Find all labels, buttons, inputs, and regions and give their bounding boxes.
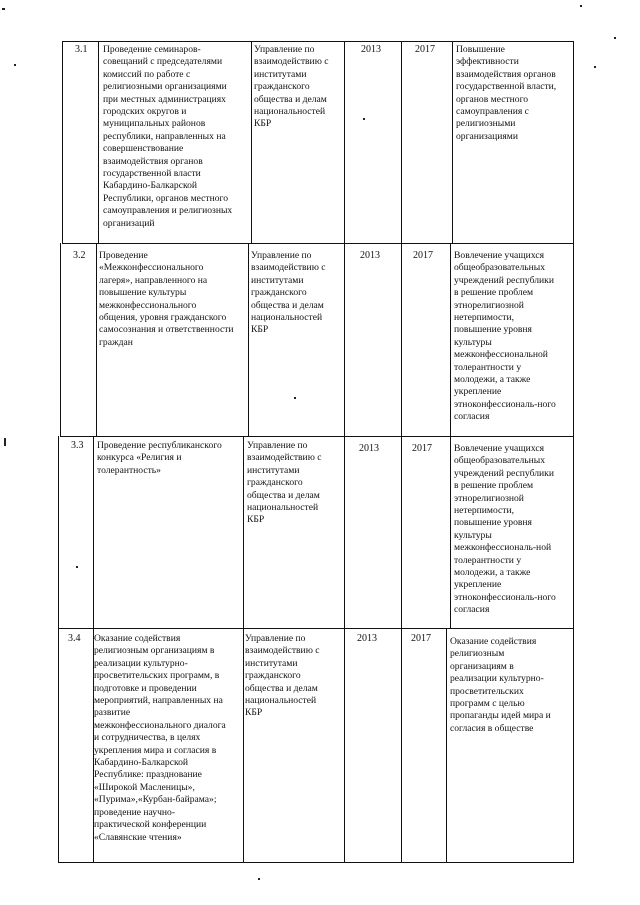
table-border [344, 41, 345, 862]
start-year: 2013 [357, 633, 377, 644]
executor-cell: Управление по взаимодействию с институтами гражданского общества и делам национальностей КБР [254, 44, 329, 130]
table-border [251, 41, 252, 243]
table-border [446, 628, 447, 862]
scan-speck [580, 5, 582, 7]
scan-speck [258, 878, 260, 880]
result-cell: Повышение эффективности взаимодействия органов государственной власти, органов местного самоуправления с религиозными организациями [456, 44, 557, 142]
end-year: 2017 [413, 250, 433, 261]
table-border [573, 41, 574, 862]
table-border [62, 41, 574, 42]
activity-cell: Проведение семинаров- совещаний с председателями комиссий по работе с религиозными организациями при местных администрациях городских округов и муниципальных районов республики, направленных на совершенствование взаимодействия органов государственной власти Кабардино-Балкарской Республики, органов местного самоуправления и религиозных организаций [103, 44, 233, 229]
table-border [450, 243, 451, 628]
start-year: 2013 [359, 443, 379, 454]
table-border [248, 243, 249, 436]
row-number: 3.2 [73, 250, 86, 261]
executor-cell: Управление по взаимодействию с институтами гражданского общества и делам национальностей КБР [251, 250, 326, 336]
table-border [60, 243, 61, 436]
scan-speck [294, 397, 296, 399]
scan-speck [4, 438, 6, 446]
scan-speck [363, 118, 365, 120]
result-cell: Оказание содействия религиозным организациям в реализации культурно- просветительских программ с целью пропаганды идей мира и согласия в обществе [450, 636, 551, 734]
scan-speck [614, 37, 616, 39]
executor-cell: Управление по взаимодействию с институтами гражданского общества и делам национальностей КБР [245, 633, 320, 719]
scan-speck [2, 8, 5, 10]
table-border [62, 41, 63, 243]
table-border [58, 436, 59, 862]
scan-speck [594, 66, 596, 68]
table-border [96, 243, 97, 436]
scan-speck [76, 566, 78, 568]
start-year: 2013 [361, 44, 381, 55]
table-border [243, 436, 244, 862]
end-year: 2017 [412, 443, 432, 454]
result-cell: Вовлечение учащихся общеобразовательных учреждений республики в решение проблем этнорелигиозной нетерпимости, повышение уровня культуры межконфессиональной толерантности у молодежи, а также укрепление этноконфессиональ-ного согласия [454, 250, 556, 423]
scan-speck [14, 64, 16, 66]
row-number: 3.3 [71, 440, 84, 451]
activity-cell: Проведение «Межконфессионального лагеря», направленного на повышение культуры межконфессионального общения, уровня гражданского самосознания и ответственности граждан [99, 250, 234, 348]
table-border [62, 243, 574, 244]
table-border [452, 41, 453, 243]
activity-cell: Оказание содействия религиозным организациям в реализации культурно- просветительских программ, в подготовке и проведении мероприятий, направленных на развитие межконфессионального диалога и сотрудничества, в целях укрепления мира и согласия в Кабардино-Балкарской Республике: празднование «Широкой Масленицы», «Пурима»,«Курбан-байрама»; проведение научно- практической конференции «Славянские чтения» [94, 633, 226, 843]
executor-cell: Управление по взаимодействию с институтами гражданского общества и делам национальностей КБР [247, 440, 322, 526]
end-year: 2017 [415, 44, 435, 55]
table-border [58, 862, 574, 863]
table-border [401, 41, 402, 862]
end-year: 2017 [411, 633, 431, 644]
activity-cell: Проведение республиканского конкурса «Религия и толерантность» [97, 440, 222, 476]
table-border [60, 436, 574, 437]
result-cell: Вовлечение учащихся общеобразовательных учреждений республики в решение проблем этнорелигиозной нетерпимости, повышение уровня культуры межконфессиональ-ной толерантности у молодежи, а также укрепление этноконфессиональ-ного согласия [454, 443, 556, 616]
start-year: 2013 [360, 250, 380, 261]
table-border [58, 628, 574, 629]
table-border [98, 41, 99, 243]
row-number: 3.1 [75, 44, 88, 55]
row-number: 3.4 [68, 633, 81, 644]
